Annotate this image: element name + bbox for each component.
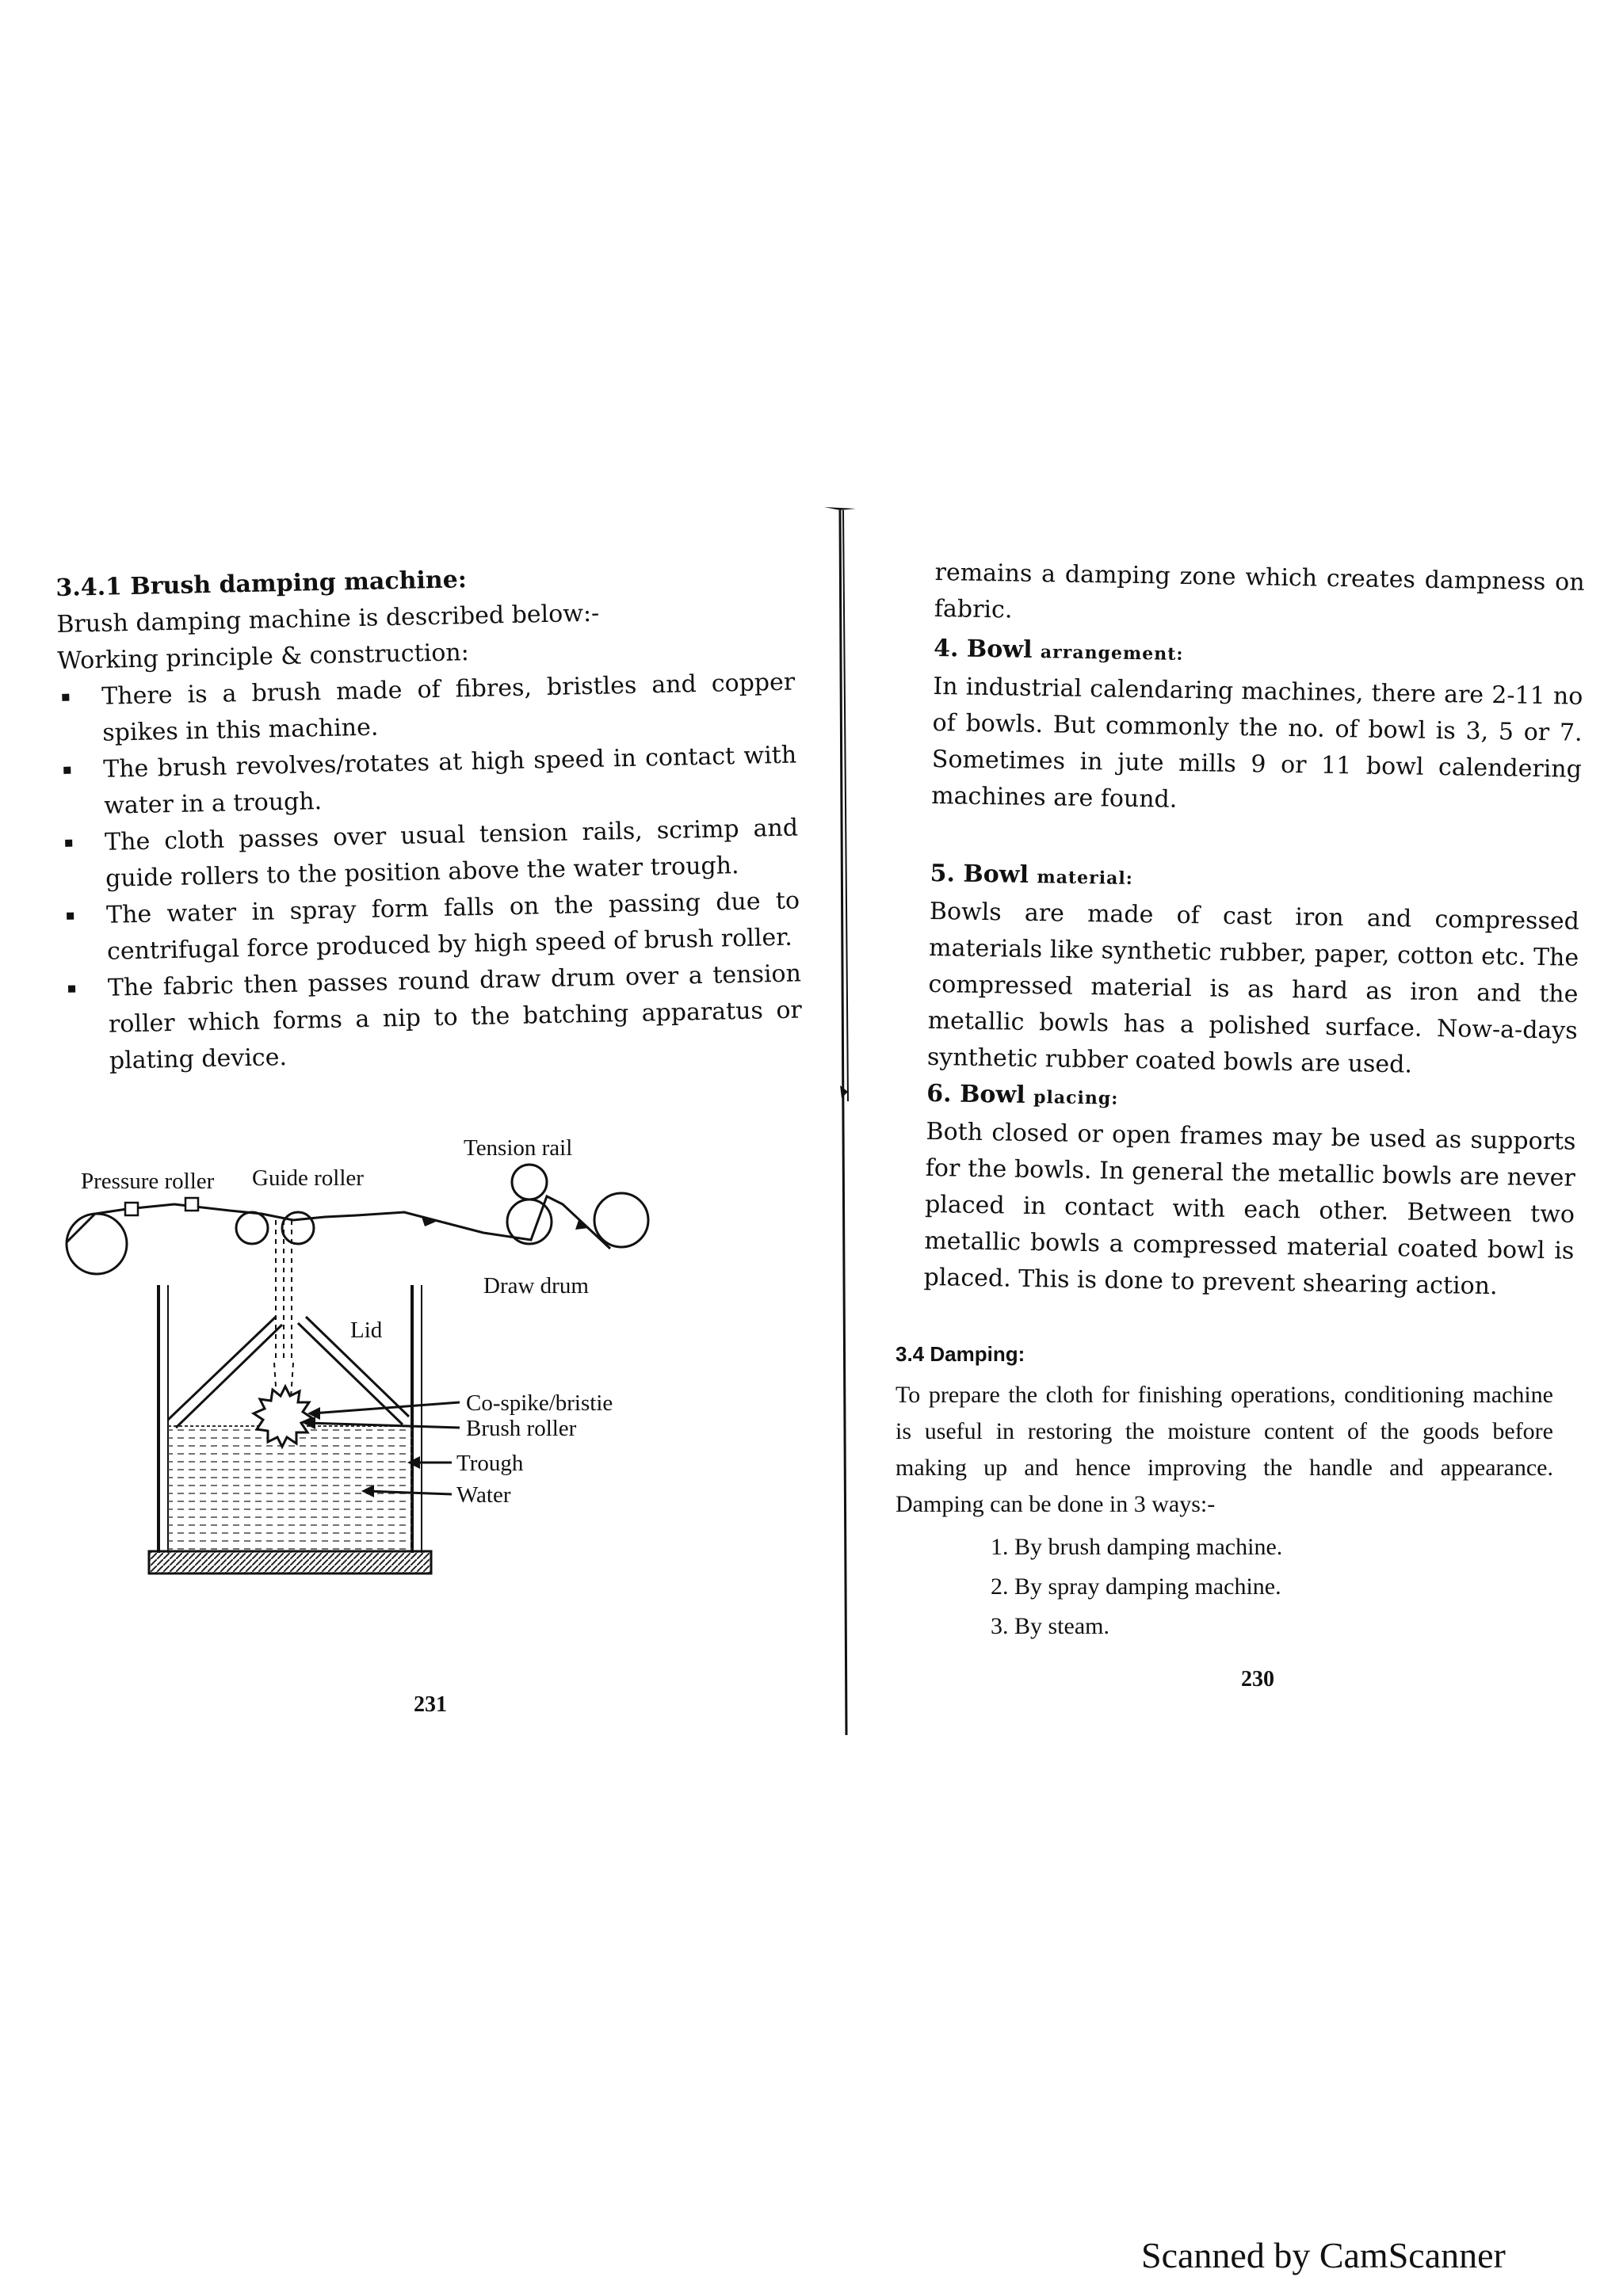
list-item: The fabric then passes round draw drum over a tension roller which forms a nip to the batching apparatus or plating device.: [64, 955, 804, 1080]
label-water: Water: [456, 1482, 511, 1508]
label-trough: Trough: [456, 1451, 524, 1476]
right-text-block: [923, 555, 1585, 1306]
left-text-block: [55, 555, 803, 1081]
pressure-roller-shape: [67, 1214, 127, 1274]
label-brush-roller: Brush roller: [466, 1416, 577, 1441]
bullet-icon: [67, 913, 74, 920]
guide-roller-shape: [236, 1212, 268, 1244]
brush-damping-diagram: [55, 1109, 705, 1600]
water-fill: [168, 1426, 412, 1551]
section-body-6: Both closed or open frames may be used as supports for the bowls. In general the metallic bowls are never placed in contact with each other. Between two metallic bowls a compressed material coated bowl is placed. This is done to prevent shearing action.: [923, 1117, 1576, 1301]
damping-body: To prepare the cloth for finishing operations, conditioning machine is useful in restoring the moisture content of the goods before making up and hence improving the handle and appearance. Damping can be done in 3 ways:-: [896, 1382, 1553, 1517]
list-item: The brush revolves/rotates at high speed in contact with water in a trough.: [59, 737, 798, 825]
list-item: The cloth passes over usual tension rails, scrimp and guide rollers to the position above the water trough.: [61, 810, 800, 898]
list-item: There is a brush made of fibres, bristles and copper spikes in this machine.: [58, 664, 796, 752]
section-heading: 3.4.1 Brush damping machine:: [55, 566, 468, 602]
intro-text: Brush damping machine is described below:-: [56, 599, 600, 639]
bullet-icon: [62, 694, 69, 701]
tension-block-1: [125, 1203, 138, 1215]
draw-drum-shape: [507, 1199, 552, 1244]
continuation-text: remains a damping zone which creates dampness on fabric.: [934, 558, 1585, 624]
book-gutter: [816, 499, 864, 1735]
label-tension-rail: Tension rail: [464, 1135, 573, 1161]
list-item: 2. By spray damping machine.: [1014, 1567, 1553, 1607]
list-item: 3. By steam.: [1014, 1607, 1553, 1646]
subheading: Working principle & construction:: [57, 639, 470, 675]
bullet-list: [58, 664, 803, 1080]
bullet-icon: [68, 986, 75, 993]
list-item: 1. By brush damping machine.: [1014, 1527, 1553, 1567]
bullet-icon: [65, 840, 72, 847]
section-heading-5: 5. Bowl material:: [930, 859, 1134, 889]
label-guide-roller: Guide roller: [252, 1165, 364, 1191]
section-heading-4: 4. Bowl arrangement:: [933, 634, 1184, 665]
trough-base: [149, 1551, 431, 1573]
damping-ways-list: [896, 1527, 1553, 1646]
tension-block-2: [185, 1198, 198, 1211]
section-heading-6: 6. Bowl placing:: [926, 1079, 1119, 1109]
section-body-4: In industrial calendaring machines, there are 2-11 no of bowls. But commonly the no. of bowl is 3, 5 or 7. Sometimes in jute mills 9 or 11 bowl calendering machines are found.: [930, 672, 1583, 814]
damping-heading: 3.4 Damping:: [896, 1342, 1025, 1366]
bullet-icon: [63, 767, 71, 774]
label-lid: Lid: [350, 1318, 383, 1343]
scanner-watermark: Scanned by CamScanner: [1141, 2235, 1506, 2275]
fabric-path: [67, 1196, 610, 1249]
spray-lines: [274, 1220, 293, 1410]
label-draw-drum: Draw drum: [483, 1273, 589, 1299]
section-body-5: Bowls are made of cast iron and compressed materials like synthetic rubber, paper, cotton etc. The compressed material is as hard as iron and the metallic bowls has a polished surface. Now-a-days synthetic rubber coated bowls are used.: [926, 897, 1580, 1079]
label-co-spike: Co-spike/bristie: [466, 1390, 613, 1416]
guide-roller-shape: [282, 1212, 314, 1244]
page-number-right: 230: [1241, 1667, 1274, 1691]
tension-roller-shape: [594, 1193, 648, 1247]
tension-rail-roller: [512, 1165, 547, 1199]
label-pressure-roller: Pressure roller: [81, 1169, 215, 1194]
list-item: The water in spray form falls on the passing due to centrifugal force produced by high speed of brush roller.: [63, 883, 801, 971]
page-number-left: 231: [414, 1692, 447, 1717]
